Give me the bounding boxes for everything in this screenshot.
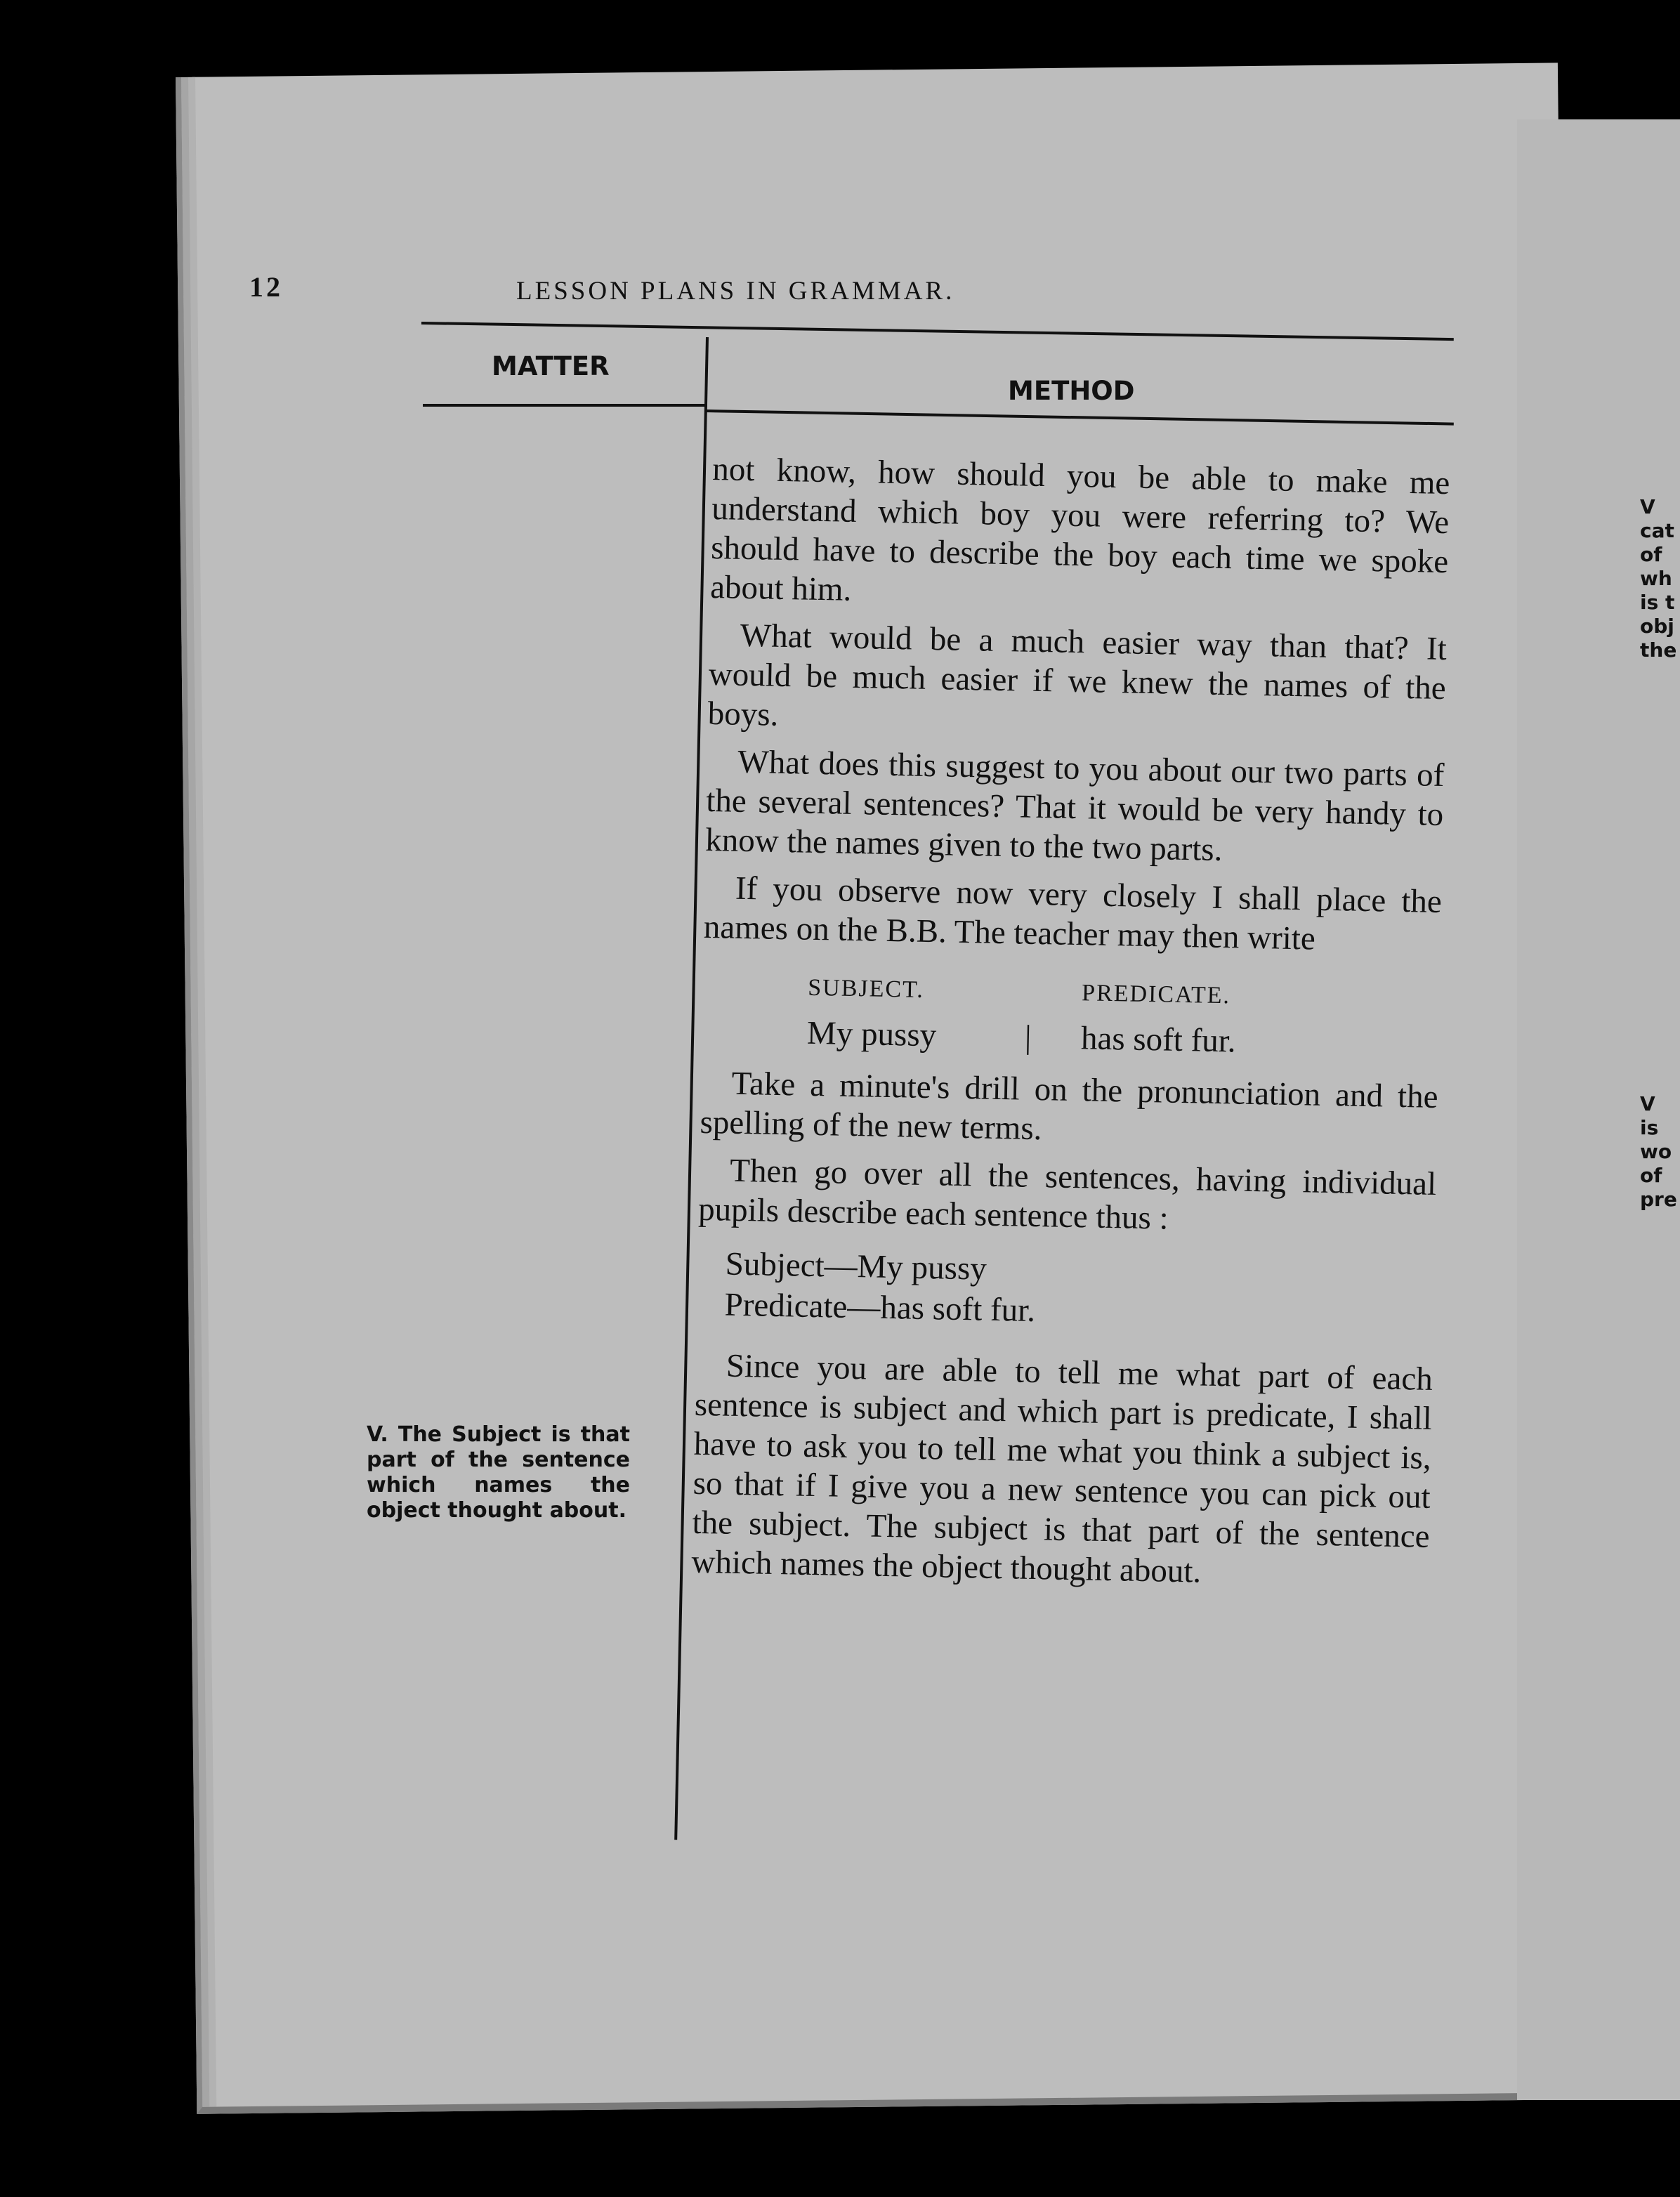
sentence-parts-heading (702, 966, 1441, 1020)
method-paragraph-3: What does this suggest to you about our two parts of the several sentences? That it would be very handy to know the names given to the two parts. (704, 743, 1445, 869)
predicate-line: Predicate—has soft fur. (724, 1286, 1036, 1330)
example-divider: | (1024, 1018, 1032, 1056)
sentence-parts-example (702, 1011, 1440, 1065)
matter-note: V. The Subject is that part of the sentence which names the object thought about. (367, 1422, 630, 1523)
facing-page-text-1: V cat of wh is t obj the (1640, 495, 1677, 662)
method-paragraph-7: Since you are able to tell me what part of each sentence is subject and which part is predicate, I shall have to ask you to tell me what you think a subject is, so that if I give you a new sentence you can pick out the subject. The subject is that part of the sentence which names the object thought about. (691, 1347, 1433, 1590)
method-paragraph-1: not know, how should you be able to make me understand which boy you were referring to? We should have to describe the boy each time we spoke about him. (709, 450, 1450, 608)
facing-page-text-2: V is wo of pre (1640, 1092, 1677, 1211)
method-column-heading: METHOD (1008, 376, 1135, 406)
running-title: LESSON PLANS IN GRAMMAR. (516, 277, 955, 306)
method-paragraph-4: If you observe now very closely I shall place the names on the B.B. The teacher may then write (703, 870, 1443, 957)
example-predicate: has soft fur. (1080, 1020, 1237, 1060)
method-paragraph-5: Take a minute's drill on the pronunciation and the spelling of the new terms. (700, 1065, 1438, 1148)
page-number: 12 (249, 271, 283, 303)
predicate-heading: PREDICATE. (1081, 980, 1231, 1009)
subject-heading: SUBJECT. (807, 974, 925, 1003)
method-column-text (691, 450, 1450, 1604)
running-head (249, 270, 1405, 306)
matter-column-heading: MATTER (492, 351, 610, 381)
subject-predicate-lines (724, 1244, 1435, 1339)
example-subject: My pussy (806, 1014, 937, 1054)
method-paragraph-6: Then go over all the sentences, having individual pupils describe each sentence thus : (697, 1152, 1437, 1237)
method-paragraph-2: What would be a much easier way than that? It would be much easier if we knew the names of the boys. (707, 617, 1448, 733)
header-rule-left (423, 404, 707, 407)
subject-line: Subject—My pussy (725, 1245, 987, 1287)
